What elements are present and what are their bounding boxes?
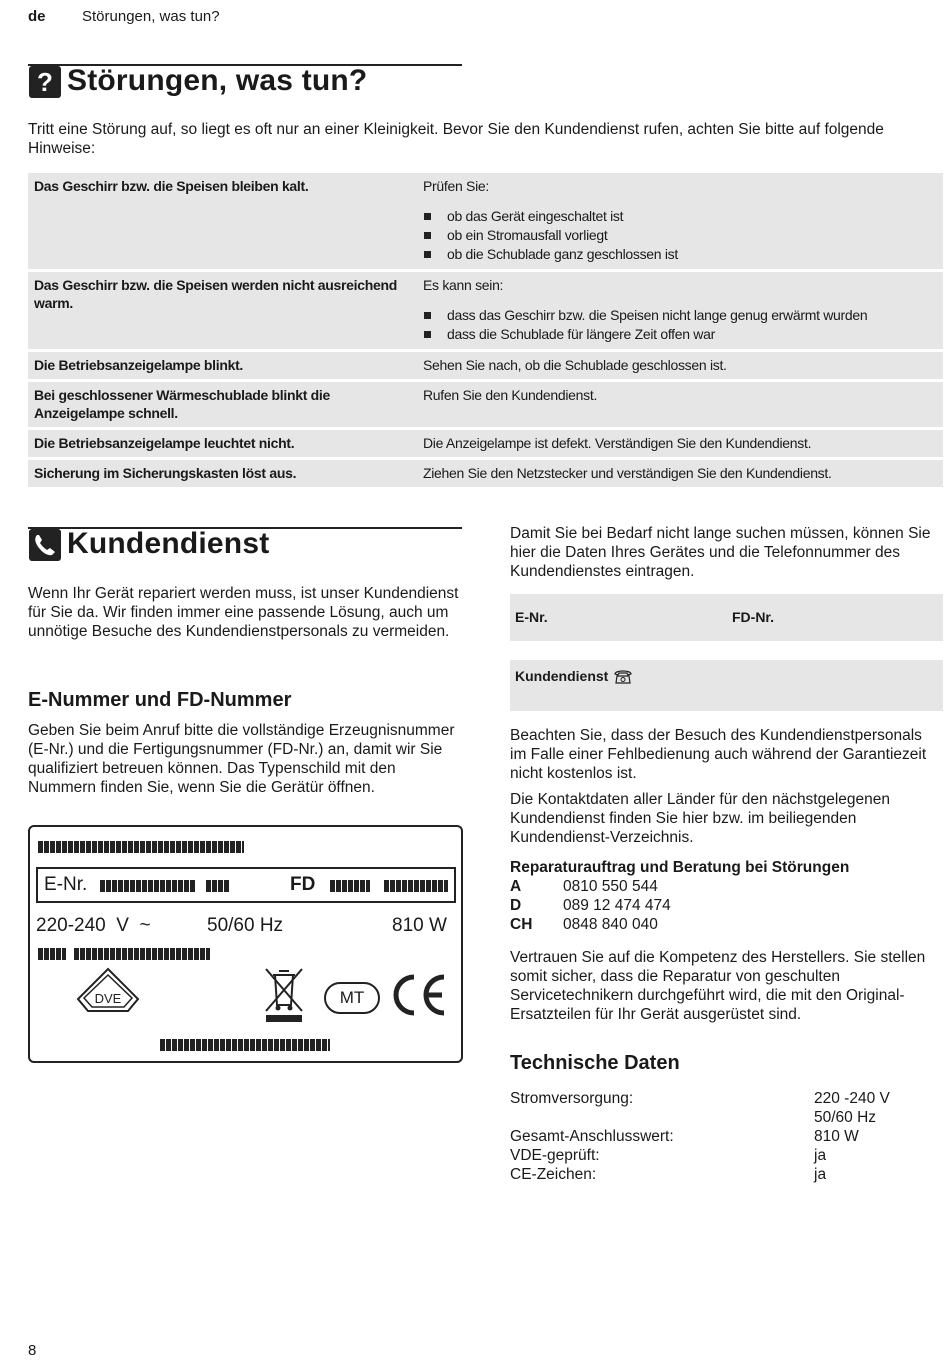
- solution-cell: [417, 173, 943, 269]
- weee-bin-icon: [262, 965, 306, 1023]
- tech-label: Gesamt-Anschlusswert:: [510, 1128, 674, 1145]
- service-note-contacts: Die Kontaktdaten aller Länder für den nächstgelegenen Kundendienst finden Sie hier bzw. im beiliegenden Kundendienst-Verzeichnis.: [510, 791, 891, 846]
- problem-cell: Die Betriebsanzeigelampe leuchtet nicht.: [28, 430, 417, 457]
- subheading-enr: E-Nummer und FD-Nummer: [28, 689, 292, 711]
- solution-text: Prüfen Sie:: [423, 178, 489, 194]
- table-row: [28, 272, 943, 349]
- placeholder-text: [38, 948, 66, 960]
- box-enr-label: E-Nr.: [515, 609, 548, 625]
- box-service-label: Kundendienst: [515, 668, 609, 684]
- placeholder-text: [206, 880, 230, 892]
- plate-frequency: 50/60 Hz: [207, 915, 284, 936]
- tech-value: ja: [814, 1147, 827, 1164]
- service-intro: Wenn Ihr Gerät repariert werden muss, ist unser Kundendienst für Sie da. Wir finden immer eine passende Lösung, auch um unnötige Besuche des Kundendienstpersonals zu vermeiden.: [28, 585, 459, 640]
- solution-text: Es kann sein:: [423, 277, 504, 293]
- contact-country: D: [510, 897, 522, 914]
- placeholder-text: [330, 880, 370, 892]
- solution-cell: Die Anzeigelampe ist defekt. Verständigen Sie den Kundendienst.: [417, 430, 943, 457]
- table-row: [28, 352, 943, 379]
- bullet-list: [423, 207, 937, 264]
- plate-enr-label: E-Nr.: [44, 874, 88, 895]
- bullet-list: [423, 306, 937, 344]
- enr-text: Geben Sie beim Anruf bitte die vollständige Erzeugnisnummer (E-Nr.) und die Fertigungsnummer (FD-Nr.) an, damit wir Sie qualifiziert betreuen können. Das Typenschild mit den Nummern finden Sie, wenn Sie die Gerätür öffnen.: [28, 722, 455, 796]
- running-header-title: Störungen, was tun?: [82, 8, 220, 25]
- problem-cell: Das Geschirr bzw. die Speisen bleiben kalt.: [28, 173, 417, 269]
- plate-power: 810 W: [392, 915, 447, 936]
- phone-handset-icon: [29, 529, 61, 561]
- tech-label: VDE-geprüft:: [510, 1147, 600, 1164]
- tech-label: Stromversorgung:: [510, 1090, 634, 1107]
- troubleshooting-intro: Tritt eine Störung auf, so liegt es oft nur an einer Kleinigkeit. Bevor Sie den Kundendienst rufen, achten Sie bitte auf folgende Hinweise:: [28, 121, 884, 157]
- problem-cell: Sicherung im Sicherungskasten löst aus.: [28, 460, 417, 487]
- plate-voltage: 220-240 V ~: [36, 915, 151, 936]
- service-right-intro: Damit Sie bei Bedarf nicht lange suchen müssen, können Sie hier die Daten Ihres Gerätes und die Telefonnummer des Kundendienstes eintragen.: [510, 525, 931, 580]
- tech-value: 220 -240 V: [814, 1090, 890, 1107]
- list-item: ob ein Stromausfall vorliegt: [423, 226, 937, 245]
- solution-cell: Rufen Sie den Kundendienst.: [417, 382, 943, 427]
- problem-cell: Die Betriebsanzeigelampe blinkt.: [28, 352, 417, 379]
- device-number-box[interactable]: [510, 594, 943, 641]
- service-phone-box[interactable]: [510, 660, 943, 711]
- table-row: [28, 430, 943, 457]
- contact-phone: 0810 550 544: [563, 878, 658, 895]
- list-item: ob das Gerät eingeschaltet ist: [423, 207, 937, 226]
- tech-value: 50/60 Hz: [814, 1109, 877, 1126]
- vde-mark-icon: [76, 967, 140, 1015]
- list-item: dass die Schublade für längere Zeit offen war: [423, 325, 937, 344]
- placeholder-text: [100, 880, 196, 892]
- box-fd-label: FD-Nr.: [732, 609, 774, 625]
- ce-mark-icon: [388, 973, 450, 1017]
- tech-label: CE-Zeichen:: [510, 1166, 597, 1183]
- section-heading-troubleshooting: Störungen, was tun?: [67, 64, 368, 97]
- table-row: [28, 460, 943, 487]
- contact-country: A: [510, 878, 522, 895]
- placeholder-text: [74, 948, 210, 960]
- contact-phone: 0848 840 040: [563, 916, 658, 933]
- placeholder-text: [38, 841, 244, 853]
- plate-fd-label: FD: [290, 874, 316, 895]
- problem-cell: Das Geschirr bzw. die Speisen werden nicht ausreichend warm.: [28, 272, 417, 349]
- trust-paragraph: Vertrauen Sie auf die Kompetenz des Herstellers. Sie stellen somit sicher, dass die Reparatur von geschulten Servicetechnikern durchgeführt wird, die mit den Original-Ersatzteilen für Ihr Gerät ausgerüstet sind.: [510, 949, 926, 1023]
- table-row: [28, 173, 943, 269]
- tech-value: ja: [814, 1166, 827, 1183]
- solution-cell: Ziehen Sie den Netzstecker und verständigen Sie den Kundendienst.: [417, 460, 943, 487]
- subheading-tech: Technische Daten: [510, 1052, 680, 1074]
- vde-mark-text: DVE: [94, 991, 122, 1006]
- list-item: dass das Geschirr bzw. die Speisen nicht lange genug erwärmt wurden: [423, 306, 937, 325]
- solution-cell: Sehen Sie nach, ob die Schublade geschlossen ist.: [417, 352, 943, 379]
- page-number: 8: [28, 1342, 37, 1359]
- troubleshooting-table: [28, 170, 943, 490]
- contact-phone: 089 12 474 474: [563, 897, 671, 914]
- service-note-cost: Beachten Sie, dass der Besuch des Kundendienstpersonals im Falle einer Fehlbedienung auch während der Garantiezeit nicht kostenlos ist.: [510, 727, 927, 782]
- table-row: [28, 382, 943, 427]
- problem-cell: Bei geschlossener Wärmeschublade blinkt die Anzeigelampe schnell.: [28, 382, 417, 427]
- placeholder-text: [384, 880, 448, 892]
- language-code: de: [28, 8, 46, 25]
- placeholder-text: [160, 1039, 330, 1051]
- question-icon: ?: [29, 66, 61, 98]
- repair-heading: Reparaturauftrag und Beratung bei Störungen: [510, 859, 850, 876]
- type-plate-illustration: [28, 825, 463, 1063]
- section-heading-service: Kundendienst: [67, 527, 270, 560]
- enr-field: [36, 867, 456, 903]
- mt-mark: [324, 982, 380, 1014]
- contact-country: CH: [510, 916, 533, 933]
- mt-mark-text: MT: [339, 988, 365, 1007]
- list-item: ob die Schublade ganz geschlossen ist: [423, 245, 937, 264]
- telephone-icon: [613, 668, 633, 684]
- solution-cell: [417, 272, 943, 349]
- tech-value: 810 W: [814, 1128, 859, 1145]
